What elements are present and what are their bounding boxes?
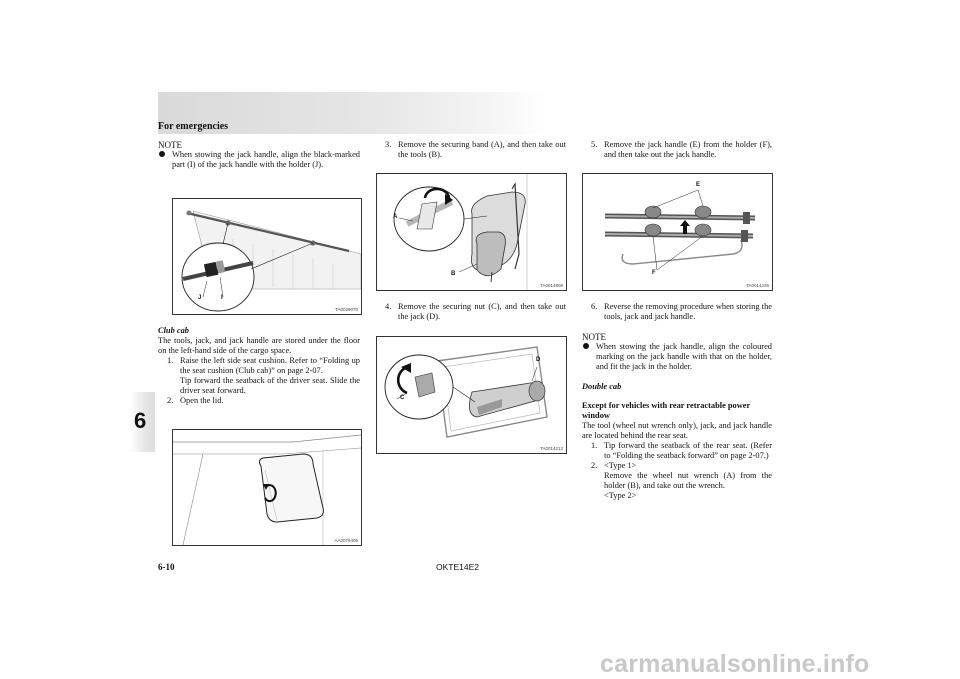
club-cab-intro: The tools, jack, and jack handle are stored under the floor on the left-hand side of the cargo space. [158,336,360,355]
bullet-icon [159,151,165,157]
figure-code: TA0014806 [540,283,563,288]
label-e: E [696,182,701,188]
figure-code: AA0076405 [334,538,358,543]
step-number: 1. [167,356,174,365]
figure-cargo-lid [172,429,362,546]
label-d: D [536,357,541,363]
double-cab-intro: The tool (wheel nut wrench only), jack, and jack handle are located behind the rear seat. [582,421,772,440]
column-1-club-cab [158,326,360,406]
label-a: A [393,214,398,220]
column-3-rest [582,302,772,501]
label-b: B [451,271,456,277]
note-label: NOTE [582,332,606,342]
page-header-title: For emergencies [158,121,229,132]
step-number: 1. [591,441,598,450]
step-number: 2. [591,461,598,470]
step-text-extra: Remove the wheel nut wrench (A) from the holder (B), and take out the wrench. [604,471,772,490]
section-tab-number: 6 [134,408,147,433]
step-number: 2. [167,396,174,405]
figure-jack-handle-holder [172,198,362,315]
label-i: I [221,295,223,301]
watermark-link[interactable]: carmanualsonline.info [600,650,870,678]
step-number: 4. [385,302,392,311]
subsection-title: Except for vehicles with rear retractable power window [582,401,751,420]
label-c: C [400,395,405,401]
column-2-step4 [376,302,566,322]
step-text-extra: Tip forward the seatback of the driver seat. Slide the driver seat forward. [180,376,360,395]
step-number: 6. [591,302,598,311]
column-1-top [158,140,360,170]
note-bullet [158,150,360,170]
step-text: Tip forward the seatback of the rear seat. (Refer to “Folding the seatback forward” on page 2-07.) [604,441,772,460]
figure-code: TA0014226 [746,283,769,288]
step-text: Remove the securing band (A), and then take out the tools (B). [398,140,566,159]
note-bullet-text: When stowing the jack handle, align the black-marked part (I) of the jack handle with the holder (J). [172,150,360,169]
figure-code: TA0029070 [335,307,358,312]
note-label: NOTE [158,140,182,150]
figure-securing-nut [376,336,567,454]
step-item [158,356,360,396]
note-bullet-text: When stowing the jack handle, align the coloured marking on the jack handle with that on the holder, and fit the jack in the holder. [596,342,772,371]
column-3-step5 [582,140,772,160]
step-text: Raise the left side seat cushion. Refer to “Folding up the seat cushion (Club cab)” on page 2-07. [180,356,360,375]
step-text: Open the lid. [180,396,224,405]
document-code: OKTE14E2 [436,562,479,572]
step-text-type2: <Type 2> [604,491,637,500]
label-j: J [198,295,202,301]
step-number: 3. [385,140,392,149]
step-text: <Type 1> [604,461,637,470]
page-number: 6-10 [158,562,175,572]
bullet-icon [583,343,589,349]
step-item [582,441,772,461]
label-f: F [652,270,656,276]
step-item [582,461,772,501]
step-number: 5. [591,140,598,149]
step-item [376,302,566,322]
note-bullet [582,342,772,372]
section-title-double-cab: Double cab [582,382,622,391]
column-2-step3 [376,140,566,160]
step-text: Remove the jack handle (E) from the holder (F), and then take out the jack handle. [604,140,772,159]
step-text: Reverse the removing procedure when storing the tools, jack and jack handle. [604,302,772,321]
step-item [582,140,772,160]
figure-jack-handle [582,173,773,291]
step-item [582,302,772,322]
step-item [376,140,566,160]
section-title-club-cab: Club cab [158,326,189,335]
figure-code: TA0014213 [540,446,563,451]
step-item [158,396,360,406]
figure-securing-band [376,173,567,291]
step-text: Remove the securing nut (C), and then take out the jack (D). [398,302,566,321]
